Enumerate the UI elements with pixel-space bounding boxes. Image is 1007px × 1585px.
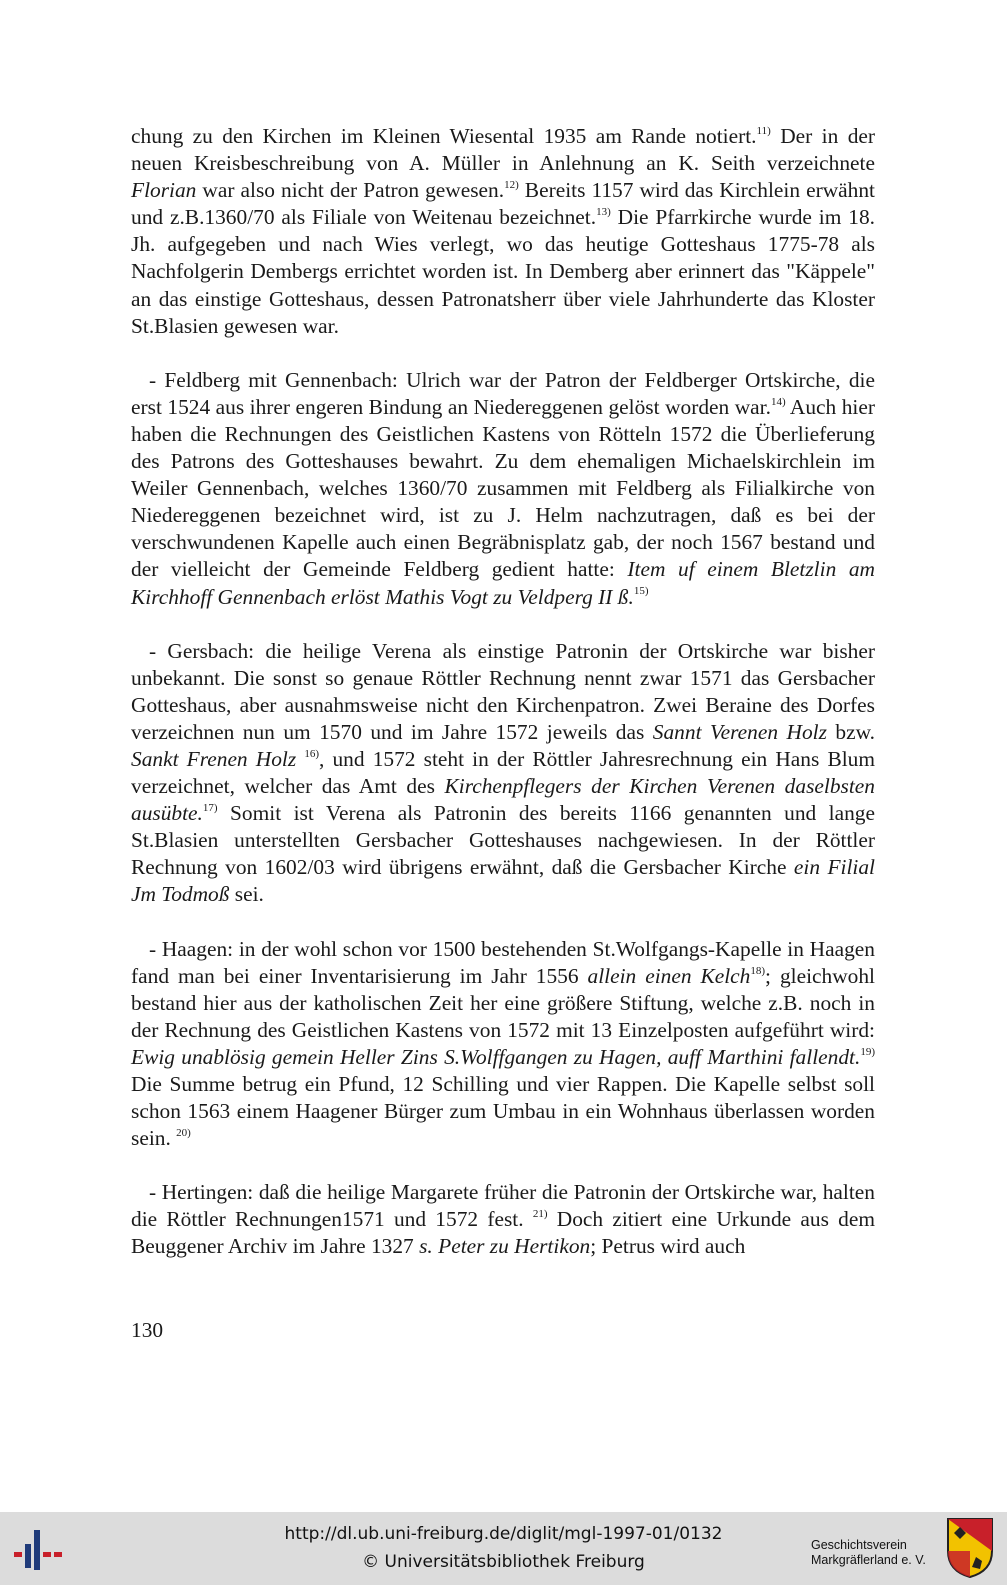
- text-run: - Feldberg mit Gennenbach: Ulrich war der Patron der Feldberger Ortskirche, die erst 1524 aus ihrer engeren Bindung an Niedereggenen gelöst worden war.: [131, 367, 875, 419]
- footnote-ref: 16): [304, 747, 319, 760]
- paragraph-feldberg: [131, 367, 875, 611]
- text-run: Bereits 1157 wird das Kirchlein erwähnt und z.B.1360/70 als Filiale von Weitenau bezeichnet.: [131, 178, 875, 230]
- paragraph-haagen: [131, 936, 875, 1153]
- text-run: chung zu den Kirchen im Kleinen Wiesental 1935 am Rande notiert.: [131, 124, 757, 148]
- footer-bar: [0, 1512, 1007, 1585]
- footnote-ref: 14): [770, 395, 786, 408]
- paragraph-hertingen: [131, 1179, 875, 1260]
- text-run: Der in der neuen Kreisbeschreibung von A. Müller in Anlehnung an K. Seith verzeichnete: [131, 124, 876, 176]
- footnote-ref: 20): [176, 1127, 191, 1140]
- quoted-source-text: Kirchenpflegers der Kirchen Verenen daselbsten ausübte.: [131, 774, 875, 826]
- quoted-source-text: Ewig unablösig gemein Heller Zins S.Wolffgangen zu Hagen, auff Marthini fallendt.: [131, 1044, 861, 1069]
- paragraph-gersbach: [131, 638, 875, 909]
- text-run: bzw.: [826, 719, 875, 744]
- text-run: sei.: [229, 882, 264, 907]
- paragraph-demberg: [131, 123, 875, 340]
- footnote-ref: 21): [532, 1208, 548, 1221]
- footnote-ref: 18): [750, 964, 766, 977]
- footnote-ref: 11): [756, 124, 771, 137]
- quoted-source-text: s. Peter zu Hertikon: [419, 1234, 591, 1259]
- text-run: - Haagen: in der wohl schon vor 1500 bestehenden St.Wolfgangs-Kapelle in Haagen fand man bei einer Inventarisierung im Jahr 1556: [131, 936, 875, 988]
- footnote-ref: 19): [860, 1045, 875, 1058]
- body-text: [131, 123, 875, 1288]
- text-run: - Hertingen: daß die heilige Margarete früher die Patronin der Ortskirche war, halten die Röttler Rechnungen1571 und 1572 fest.: [131, 1180, 875, 1232]
- footnote-ref: 13): [596, 206, 611, 219]
- footer-url-link[interactable]: http://dl.ub.uni-freiburg.de/diglit/mgl-1997-01/0132: [284, 1524, 723, 1544]
- text-run: Doch zitiert eine Urkunde aus dem Beuggener Archiv im Jahre 1327: [131, 1207, 875, 1259]
- quoted-source-text: Item uf einem Bletzlin am Kirchhoff Gennenbach erlöst Mathis Vogt zu Veldperg II ß.: [131, 557, 875, 609]
- quoted-source-text: ein Filial Jm Todmoß: [131, 855, 875, 907]
- text-run: - Gersbach: die heilige Verena als einstige Patronin der Ortskirche war bisher unbekannt. Die sonst so genaue Röttler Rechnung nennt zwar 1571 das Gersbacher Gotteshaus, aber ausnahmsweise nicht den Kirchenpatron. Zwei Beraine des Dorfes verzeichnen nun um 1570 und im Jahre 1572 jeweils das: [131, 638, 875, 744]
- quoted-source-text: Sannt Verenen Holz: [652, 719, 827, 744]
- footnote-ref: 17): [202, 802, 218, 815]
- society-name-line1: Geschichtsverein: [811, 1538, 907, 1552]
- quoted-source-text: Sankt Frenen Holz: [131, 746, 297, 771]
- text-run: Die Summe betrug ein Pfund, 12 Schilling und vier Rappen. Die Kapelle selbst soll schon 1563 einem Haagener Bürger zum Umbau in ein Wohnhaus überlassen worden sein.: [131, 1072, 875, 1151]
- page-number: 130: [131, 1318, 164, 1342]
- text-run: war also nicht der Patron gewesen.: [196, 178, 505, 203]
- text-run: ; Petrus wird auch: [590, 1234, 746, 1259]
- society-name-line2: Markgräflerland e. V.: [811, 1553, 926, 1567]
- text-run: ; gleichwohl bestand hier aus der katholischen Zeit her eine größere Stiftung, welche z.B. noch in der Rechnung des Geistlichen Kastens von 1572 mit 13 Einzelposten aufgeführt wird:: [131, 963, 875, 1042]
- coat-of-arms-icon: [946, 1517, 994, 1579]
- quoted-source-text: allein einen Kelch: [587, 963, 751, 988]
- society-name: [811, 1538, 926, 1568]
- quoted-source-text: Florian: [131, 178, 197, 203]
- text-run: Die Pfarrkirche wurde im 18. Jh. aufgegeben und nach Wies verlegt, wo das heutige Gotteshaus 1775-78 als Nachfolgerin Dembergs errichtet worden ist. In Demberg aber erinnert das "Käppele" an das einstige Gotteshaus, dessen Patronatsherr über viele Jahrhunderte das Kloster St.Blasien gewesen war.: [131, 205, 876, 338]
- footnote-ref: 12): [504, 179, 519, 192]
- footer-copyright: © Universitätsbibliothek Freiburg: [362, 1552, 645, 1572]
- text-run: Auch hier haben die Rechnungen des Geistlichen Kastens von Rötteln 1572 die Überlieferung des Patrons des Gotteshauses bewahrt. Zu dem ehemaligen Michaelskirchlein im Weiler Gennenbach, welches 1360/70 zusammen mit Feldberg als Filialkirche von Niedereggenen bezeichnet wird, ist zu J. Helm nachzutragen, daß es bei der verschwundenen Kapelle auch einen Begräbnisplatz gab, der noch 1567 bestand und der vielleicht der Gemeinde Feldberg gedient hatte:: [131, 394, 875, 582]
- text-run: , und 1572 steht in der Röttler Jahresrechnung ein Hans Blum verzeichnet, welcher das Amt des: [131, 746, 875, 799]
- text-run: Somit ist Verena als Patronin des bereits 1166 genannten und lange St.Blasien unterstellten Gersbacher Gotteshauses nachgewiesen. In der Röttler Rechnung von 1602/03 wird übrigens erwähnt, daß die Gersbacher Kirche: [131, 801, 875, 880]
- footnote-ref: 15): [633, 585, 649, 598]
